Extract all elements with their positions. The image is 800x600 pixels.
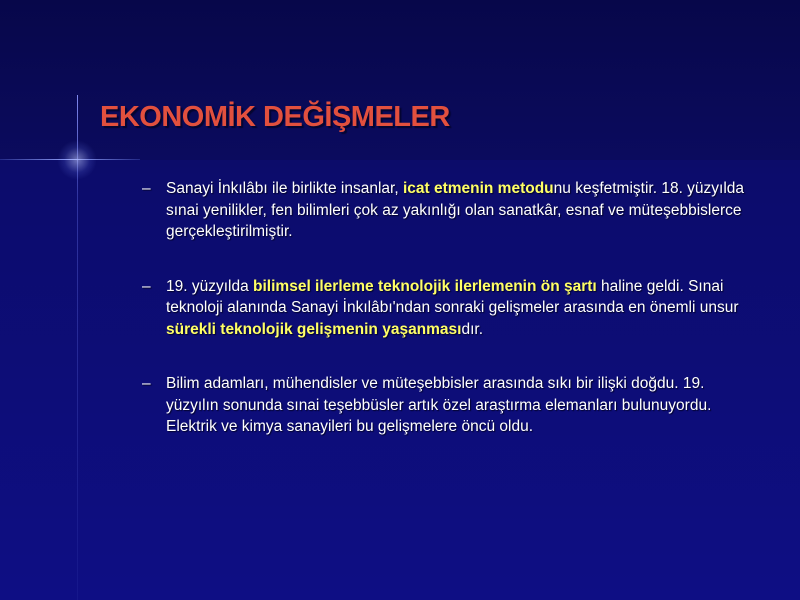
bullet-item: [142, 276, 757, 341]
slide-title: EKONOMİK DEĞİŞMELER: [100, 101, 450, 133]
bullet-text: Bilim adamları, mühendisler ve müteşebbisler arasında sıkı bir ilişki doğdu. 19. yüzyılın sonunda sınai teşebbüsler artık özel araştırma elemanları bulunuyordu. Elektrik ve kimya sanayileri bu gelişmelere öncü oldu.: [166, 375, 712, 435]
bullet-dash: –: [142, 180, 151, 197]
bullet-text: 19. yüzyılda: [166, 277, 254, 295]
bullet-text: dır.: [461, 320, 484, 338]
bullet-dash: –: [142, 375, 151, 392]
header-band: [0, 0, 800, 160]
sparkle-icon: [57, 140, 97, 180]
highlight-text: icat etmenin metodu: [402, 180, 554, 197]
bullet-list: [142, 178, 757, 438]
highlight-text: bilimsel ilerleme teknolojik ilerlemenin ön şartı: [253, 277, 597, 295]
bullet-item: [142, 178, 757, 243]
bullet-text: nu keşfetmiştir. 18. yüzyılda sınai yenilikler, fen bilimleri çok az yakınlığı olan sanatkâr, esnaf ve müteşebbislerce gerçekleştirilmiştir.: [166, 180, 745, 240]
bullet-item: [142, 373, 757, 438]
bullet-dash: –: [142, 277, 151, 295]
bullet-text: Sanayi İnkılâbı ile birlikte insanlar,: [166, 180, 403, 197]
highlight-text: sürekli teknolojik gelişmenin yaşanması: [166, 320, 462, 338]
bullet-text: haline geldi. Sınai teknoloji alanında Sanayi İnkılâbı'ndan sonraki gelişmeler arasında en önemli unsur: [166, 277, 739, 316]
